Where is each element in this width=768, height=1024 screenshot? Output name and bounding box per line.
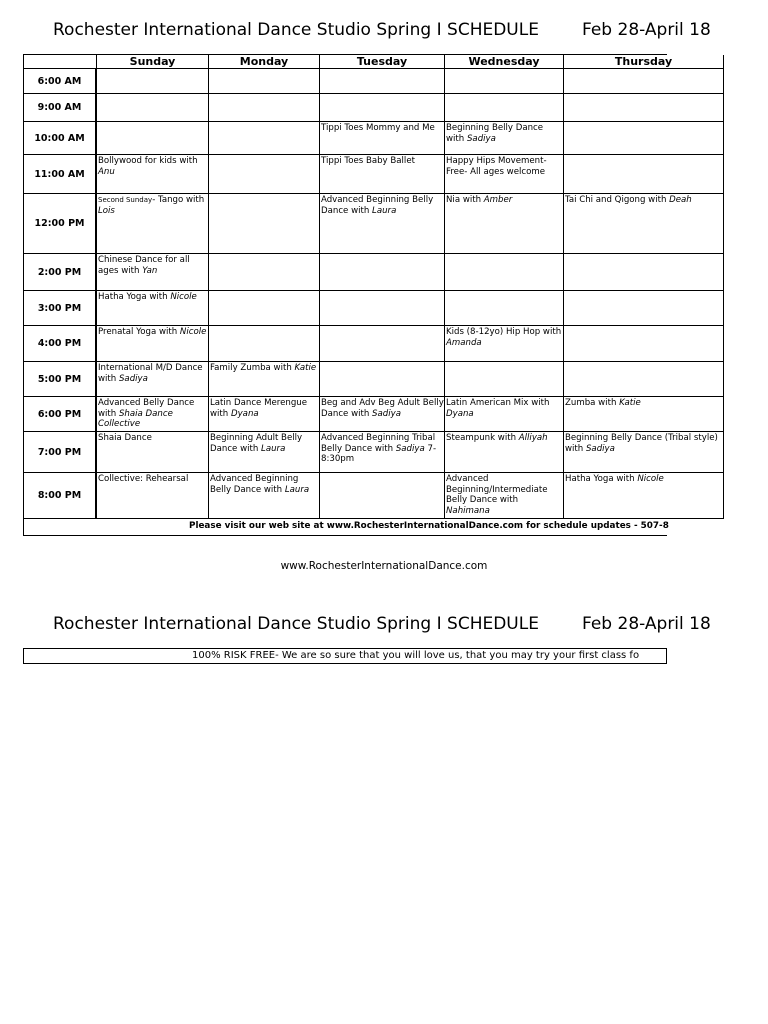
date-range-repeat: Feb 28-April 18 <box>582 614 711 634</box>
empty-cell <box>445 69 564 94</box>
instructor-name: Sadiya <box>585 443 615 454</box>
class-text: Nia with <box>446 195 484 205</box>
class-text: Advanced Beginning Belly Dance with <box>210 474 299 495</box>
class-cell <box>445 397 564 432</box>
instructor-name: Sadiya <box>466 133 496 144</box>
empty-cell <box>320 473 445 519</box>
empty-cell <box>209 94 320 122</box>
instructor-name: Laura <box>261 443 286 454</box>
empty-cell <box>320 69 445 94</box>
table-row <box>24 432 724 473</box>
class-cell <box>209 432 320 473</box>
class-text: Happy Hips Movement- Free- All ages welcome <box>446 156 547 177</box>
class-cell <box>445 122 564 155</box>
class-cell <box>97 326 209 362</box>
class-text: Advanced Belly Dance with <box>98 398 195 419</box>
day-header-monday: Monday <box>209 55 320 69</box>
table-row <box>24 254 724 291</box>
day-header-wednesday: Wednesday <box>445 55 564 69</box>
date-range: Feb 28-April 18 <box>582 20 711 40</box>
instructor-name: Amanda <box>446 337 482 348</box>
instructor-name: Nicole <box>637 474 664 484</box>
empty-cell <box>320 362 445 397</box>
class-cell <box>97 432 209 473</box>
empty-cell <box>209 291 320 326</box>
class-text: Kids (8-12yo) Hip Hop with <box>446 327 562 337</box>
empty-cell <box>564 326 724 362</box>
class-cell <box>209 362 320 397</box>
table-footer <box>24 519 724 534</box>
instructor-name: Yan <box>142 265 158 276</box>
class-text: Latin American Mix with <box>446 398 550 408</box>
instructor-name: Sadiya <box>118 373 148 384</box>
empty-cell <box>209 69 320 94</box>
time-label: 11:00 AM <box>24 155 97 194</box>
empty-cell <box>564 69 724 94</box>
class-cell <box>97 194 209 254</box>
empty-cell <box>209 194 320 254</box>
empty-cell <box>320 94 445 122</box>
time-label: 6:00 AM <box>24 69 97 94</box>
empty-cell <box>320 254 445 291</box>
time-label: 4:00 PM <box>24 326 97 362</box>
table-row <box>24 473 724 519</box>
instructor-name: Deah <box>669 195 692 205</box>
empty-cell <box>564 291 724 326</box>
empty-cell <box>209 254 320 291</box>
empty-cell <box>320 291 445 326</box>
class-text: Beg and Adv Beg Adult Belly Dance with <box>321 398 444 419</box>
time-label: 10:00 AM <box>24 122 97 155</box>
instructor-name: Amber <box>483 195 513 205</box>
empty-cell <box>564 155 724 194</box>
class-text: Collective: Rehearsal <box>98 474 189 484</box>
time-label: 12:00 PM <box>24 194 97 254</box>
empty-cell <box>445 94 564 122</box>
instructor-name: Katie <box>294 363 317 373</box>
class-cell <box>209 397 320 432</box>
class-cell <box>320 122 445 155</box>
class-text: Tippi Toes Baby Ballet <box>321 156 415 166</box>
table-row <box>24 122 724 155</box>
class-cell <box>564 473 724 519</box>
class-cell <box>564 432 724 473</box>
schedule-title <box>0 20 768 44</box>
time-label: 2:00 PM <box>24 254 97 291</box>
class-text: Family Zumba with <box>210 363 295 373</box>
time-label: 6:00 PM <box>24 397 97 432</box>
class-text: Advanced Beginning Tribal Belly Dance with <box>321 433 436 454</box>
class-cell <box>320 194 445 254</box>
class-text: Zumba with <box>565 398 620 408</box>
risk-free-text: 100% RISK FREE- We are so sure that you will love us, that you may try your first class fo <box>192 650 640 661</box>
instructor-name: Nicole <box>170 292 197 302</box>
footer-note: Please visit our web site at www.RochesterInternationalDance.com for schedule updates - 507-8 <box>189 521 669 531</box>
empty-cell <box>209 155 320 194</box>
time-label: 9:00 AM <box>24 94 97 122</box>
table-row <box>24 69 724 94</box>
schedule-table <box>23 54 718 536</box>
class-text: - Tango with <box>152 195 205 205</box>
day-header-tuesday: Tuesday <box>320 55 445 69</box>
day-header-thursday: Thursday <box>564 55 724 69</box>
class-cell <box>320 432 445 473</box>
empty-cell <box>445 291 564 326</box>
class-text: Beginning Belly Dance with <box>446 123 544 144</box>
instructor-name: Laura <box>372 205 397 216</box>
table-row <box>24 94 724 122</box>
empty-cell <box>564 122 724 155</box>
table-row <box>24 326 724 362</box>
class-cell <box>320 155 445 194</box>
class-text: Tai Chi and Qigong with <box>565 195 670 205</box>
instructor-name: Sadiya <box>372 408 401 419</box>
empty-cell <box>209 122 320 155</box>
class-text: Shaia Dance <box>98 433 152 443</box>
instructor-name: Alliyah <box>518 433 548 443</box>
empty-cell <box>97 94 209 122</box>
class-text: Tippi Toes Mommy and Me <box>321 123 435 133</box>
empty-cell <box>564 254 724 291</box>
empty-cell <box>320 326 445 362</box>
instructor-name: Laura <box>284 484 310 495</box>
class-cell <box>564 194 724 254</box>
instructor-name: Dyana <box>446 408 474 419</box>
schedule-title-repeat <box>0 614 768 638</box>
class-text: Hatha Yoga with <box>98 292 171 302</box>
empty-cell <box>97 69 209 94</box>
class-cell <box>445 432 564 473</box>
instructor-name: Nicole <box>179 327 207 337</box>
class-text: 7-8:30pm <box>321 443 437 464</box>
instructor-name: Dyana <box>230 408 259 419</box>
class-text: Bollywood for kids with <box>98 156 198 166</box>
class-cell <box>209 473 320 519</box>
studio-title-repeat: Rochester International Dance Studio Spring I SCHEDULE <box>53 614 539 634</box>
table-row <box>24 155 724 194</box>
class-text: Chinese Dance for all ages with <box>98 255 190 276</box>
class-text: Latin Dance Merengue with <box>210 398 308 419</box>
time-label: 8:00 PM <box>24 473 97 519</box>
instructor-name: Shaia Dance Collective <box>98 408 173 429</box>
table-row <box>24 194 724 254</box>
class-cell <box>445 194 564 254</box>
empty-cell <box>209 326 320 362</box>
time-label: 5:00 PM <box>24 362 97 397</box>
empty-cell <box>564 362 724 397</box>
class-text: Advanced Beginning Belly Dance with <box>321 195 434 216</box>
empty-cell <box>445 362 564 397</box>
class-text: Advanced Beginning/Intermediate Belly Dance with <box>446 474 548 505</box>
time-label: 3:00 PM <box>24 291 97 326</box>
instructor-name: Anu <box>98 166 115 177</box>
class-cell <box>97 254 209 291</box>
website-url[interactable]: www.RochesterInternationalDance.com <box>280 560 488 572</box>
class-cell <box>97 155 209 194</box>
class-cell <box>97 473 209 519</box>
empty-cell <box>445 254 564 291</box>
class-cell <box>320 397 445 432</box>
class-cell <box>97 291 209 326</box>
risk-free-banner <box>23 648 667 664</box>
class-cell <box>445 326 564 362</box>
class-cell <box>97 397 209 432</box>
class-text: International M/D Dance with <box>98 363 203 384</box>
class-cell <box>97 362 209 397</box>
instructor-name: Lois <box>98 205 115 216</box>
table-row <box>24 397 724 432</box>
instructor-name: Sadiya <box>395 443 425 454</box>
class-text: Steampunk with <box>446 433 519 443</box>
class-text: Beginning Belly Dance (Tribal style) with <box>565 433 718 454</box>
class-text: Hatha Yoga with <box>565 474 638 484</box>
class-text: Second Sunday <box>98 196 153 204</box>
instructor-name: Katie <box>619 398 641 408</box>
class-cell <box>445 155 564 194</box>
day-header-row <box>24 55 724 69</box>
day-header-sunday: Sunday <box>97 55 209 69</box>
table-row <box>24 291 724 326</box>
corner-cell <box>24 55 97 69</box>
empty-cell <box>564 94 724 122</box>
table-row <box>24 362 724 397</box>
instructor-name: Nahimana <box>446 505 490 516</box>
time-label: 7:00 PM <box>24 432 97 473</box>
class-cell <box>564 397 724 432</box>
class-cell <box>445 473 564 519</box>
class-text: Prenatal Yoga with <box>98 327 180 337</box>
empty-cell <box>97 122 209 155</box>
studio-title: Rochester International Dance Studio Spring I SCHEDULE <box>53 20 539 40</box>
class-text: Beginning Adult Belly Dance with <box>210 433 303 454</box>
